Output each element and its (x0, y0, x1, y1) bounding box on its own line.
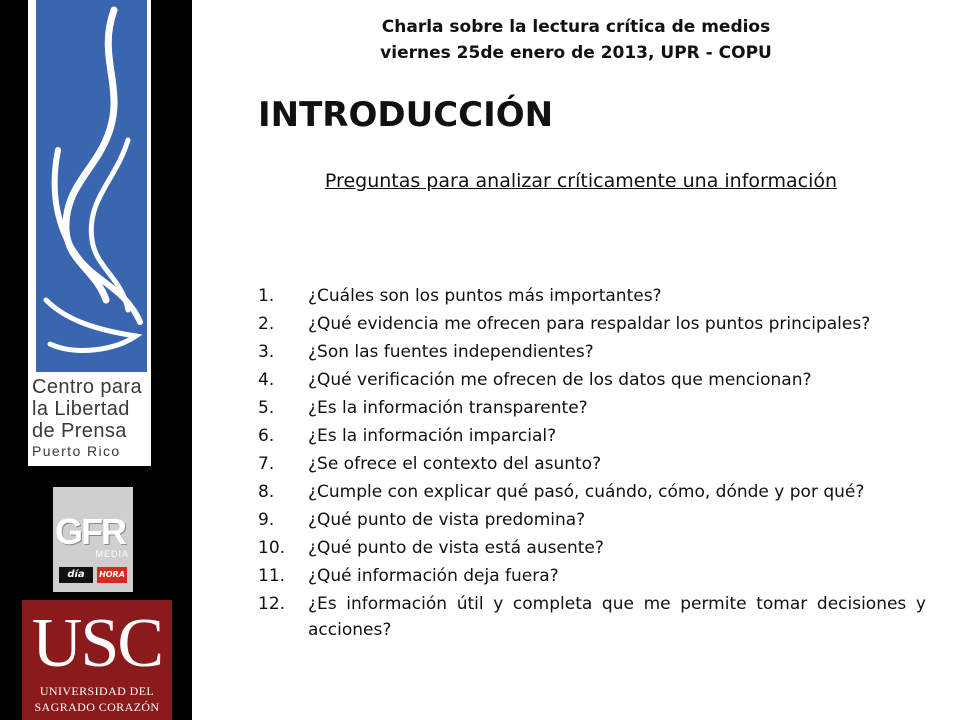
gfr-media-label: MEDIA (95, 549, 129, 559)
clp-line-2: la Libertad (32, 398, 130, 420)
clp-line-1: Centro para (32, 376, 143, 398)
question-item-9 (258, 508, 926, 534)
question-text: ¿Qué punto de vista predomina? (308, 510, 586, 530)
el-nuevo-dia-badge: día (59, 567, 93, 583)
question-number: 9. (258, 510, 275, 530)
question-number: 1. (258, 286, 275, 306)
question-number: 5. (258, 398, 275, 418)
question-item-11 (258, 564, 926, 590)
question-number: 7. (258, 454, 275, 474)
clp-emblem (36, 0, 147, 372)
question-item-2 (258, 312, 926, 338)
clp-logo (28, 0, 151, 466)
question-text: ¿Qué punto de vista está ausente? (308, 538, 604, 558)
question-number: 4. (258, 370, 275, 390)
question-text: ¿Es información útil y completa que me permite tomar decisiones y acciones? (308, 594, 926, 640)
question-text: ¿Es la información transparente? (308, 398, 588, 418)
primera-hora-badge: HORA (97, 567, 127, 583)
question-text: ¿Son las fuentes independientes? (308, 342, 594, 362)
usc-line-1: UNIVERSIDAD DEL (39, 684, 155, 698)
question-item-5 (258, 396, 926, 422)
question-item-8 (258, 480, 926, 506)
usc-logo (22, 600, 172, 720)
question-number: 12. (258, 594, 286, 614)
question-text: ¿Se ofrece el contexto del asunto? (308, 454, 602, 474)
sidebar (0, 0, 192, 720)
usc-line-2: SAGRADO CORAZÓN (34, 700, 160, 714)
gfr-media-logo (53, 487, 133, 592)
clp-wordmark (32, 376, 148, 460)
question-text: ¿Cumple con explicar qué pasó, cuándo, cómo, dónde y por qué? (308, 482, 865, 502)
question-number: 11. (258, 566, 286, 586)
question-item-10 (258, 536, 926, 562)
question-item-12 (258, 592, 926, 643)
question-item-4 (258, 368, 926, 394)
question-item-3 (258, 340, 926, 366)
question-text: ¿Qué evidencia me ofrecen para respaldar los puntos principales? (308, 314, 871, 334)
header-line-2: viernes 25de enero de 2013, UPR - COPU (380, 43, 772, 63)
question-item-1 (258, 284, 926, 310)
question-number: 10. (258, 538, 286, 558)
question-number: 3. (258, 342, 275, 362)
question-number: 8. (258, 482, 275, 502)
question-number: 6. (258, 426, 275, 446)
clp-line-4: Puerto Rico (32, 443, 121, 459)
slide-title: INTRODUCCIÓN (258, 95, 554, 135)
question-list (258, 284, 926, 646)
question-item-7 (258, 452, 926, 478)
question-number: 2. (258, 314, 275, 334)
gfr-word: GFR (55, 511, 125, 552)
quill-icon (36, 0, 147, 372)
header-line-1: Charla sobre la lectura crítica de medios (381, 17, 771, 37)
clp-line-3: de Prensa (32, 420, 127, 442)
slide-subtitle: Preguntas para analizar críticamente una información (324, 170, 838, 192)
question-item-6 (258, 424, 926, 450)
question-text: ¿Cuáles son los puntos más importantes? (308, 286, 662, 306)
question-text: ¿Qué verificación me ofrecen de los datos que mencionan? (308, 370, 812, 390)
question-text: ¿Qué información deja fuera? (308, 566, 559, 586)
usc-letters: USC (31, 605, 163, 682)
question-text: ¿Es la información imparcial? (308, 426, 557, 446)
